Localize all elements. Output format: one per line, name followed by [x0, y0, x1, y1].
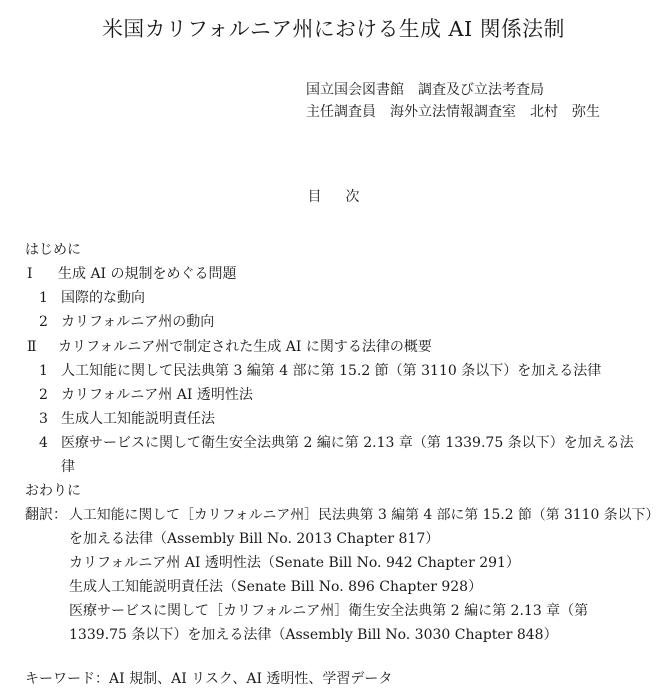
translation-1-continuation: を加える法律（Assembly Bill No. 2013 Chapter 817） [69, 531, 440, 547]
item-number: 3 [39, 411, 48, 427]
translation-4-continuation: 1339.75 条以下）を加える法律（Assembly Bill No. 3030 Chapter 848） [69, 627, 558, 643]
translation-3: 生成人工知能説明責任法（Senate Bill No. 896 Chapter 928） [69, 579, 483, 595]
toc-item [39, 362, 601, 380]
section-number: Ⅰ [27, 266, 33, 282]
item-number: 4 [39, 435, 48, 451]
item-label: カリフォルニア州 AI 透明性法 [61, 387, 253, 403]
keywords: キーワード：AI 規制、AI リスク、AI 透明性、学習データ [25, 671, 393, 687]
toc-item [39, 313, 214, 331]
toc-item [39, 434, 634, 452]
translation-2: カリフォルニア州 AI 透明性法（Senate Bill No. 942 Chapter 291） [69, 555, 520, 571]
section-number: Ⅱ [27, 339, 37, 355]
item-number: 1 [39, 363, 48, 379]
section-label: カリフォルニア州で制定された生成 AI に関する法律の概要 [58, 339, 432, 355]
item-label: 医療サービスに関して衛生安全法典第 2 編に第 2.13 章（第 1339.75 条以下）を加える法 [61, 435, 634, 451]
item-number: 2 [39, 387, 48, 403]
author-affiliation: 国立国会図書館 調査及び立法考査局 [306, 82, 544, 98]
item-label: 国際的な動向 [61, 290, 145, 306]
translation-1: 人工知能に関して［カリフォルニア州］民法典第 3 編第 4 部に第 15.2 節（第 3110 条以下） [69, 507, 660, 523]
toc-section-1 [27, 265, 237, 283]
item-number: 2 [39, 314, 48, 330]
document-title: 米国カリフォルニア州における生成 AI 関係法制 [102, 17, 565, 41]
toc-item [39, 289, 145, 307]
toc-item [39, 410, 215, 428]
author-name: 主任調査員 海外立法情報調査室 北村 弥生 [306, 104, 600, 120]
translations-label: 翻訳： [25, 507, 67, 523]
item-number: 1 [39, 290, 48, 306]
toc-section-2 [27, 338, 432, 356]
section-label: 生成 AI の規制をめぐる問題 [58, 266, 237, 282]
translation-4: 医療サービスに関して［カリフォルニア州］衛生安全法典第 2 編に第 2.13 章（第 [69, 603, 589, 619]
item-label: カリフォルニア州の動向 [61, 314, 215, 330]
toc-intro: はじめに [25, 242, 81, 258]
item-label: 人工知能に関して民法典第 3 編第 4 部に第 15.2 節（第 3110 条以下）を加える法律 [61, 363, 602, 379]
toc-item [39, 386, 253, 404]
toc-heading: 目次 [307, 189, 384, 205]
item-label: 生成人工知能説明責任法 [61, 411, 215, 427]
toc-outro: おわりに [25, 483, 81, 499]
toc-item-continuation: 律 [61, 459, 75, 475]
